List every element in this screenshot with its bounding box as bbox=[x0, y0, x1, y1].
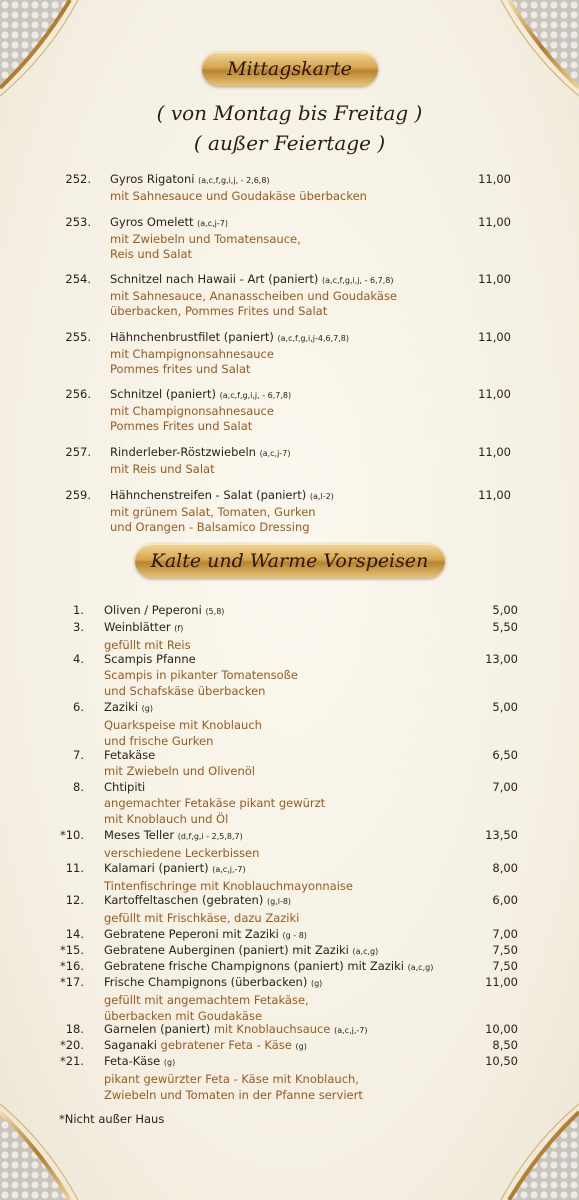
item-description-block bbox=[110, 215, 301, 261]
item-name: Gebratene Peperoni mit Zaziki bbox=[104, 927, 279, 941]
item-name: Scampis Pfanne bbox=[104, 652, 196, 666]
item-allergens: (g) bbox=[310, 979, 323, 988]
item-price: 11,00 bbox=[478, 172, 511, 186]
item-number: 256. bbox=[65, 387, 91, 401]
item-name: Gyros Rigatoni bbox=[110, 172, 195, 186]
item-name: Gebratene frische Champignons (paniert) mit Zaziki bbox=[104, 959, 404, 973]
item-number: 14. bbox=[65, 927, 84, 941]
item-allergens: (a,c,f,g,i,j, - 6,7,8) bbox=[219, 391, 292, 400]
item-allergens: (g - 8) bbox=[282, 931, 307, 940]
item-name: Saganaki bbox=[104, 1038, 157, 1052]
item-price: 7,50 bbox=[492, 959, 518, 973]
item-price: 11,00 bbox=[478, 445, 511, 459]
item-description-block bbox=[110, 488, 334, 534]
item-price: 11,00 bbox=[485, 975, 518, 989]
item-number: 259. bbox=[65, 488, 91, 502]
item-description-line: und Orangen - Balsamico Dressing bbox=[110, 519, 310, 534]
item-number: 12. bbox=[65, 893, 84, 907]
starters-banner bbox=[135, 544, 445, 578]
item-name: Hähnchenbrustfilet (paniert) bbox=[110, 330, 274, 344]
item-name: Kartoffeltaschen (gebraten) bbox=[104, 893, 264, 907]
item-description-block bbox=[104, 860, 353, 894]
item-description-line: gefüllt mit Frischkäse, dazu Zaziki bbox=[104, 911, 300, 926]
item-allergens: (a,c,f,g,i,j, - 2,6,8) bbox=[198, 176, 270, 185]
item-description-line: verschiedene Leckerbissen bbox=[104, 846, 260, 861]
item-description-block bbox=[104, 651, 298, 699]
item-allergens: (5,8) bbox=[205, 607, 225, 616]
item-description-block bbox=[110, 272, 397, 318]
item-number: 252. bbox=[65, 172, 91, 186]
item-number: 255. bbox=[65, 330, 91, 344]
starters-banner-title: Kalte und Warme Vorspeisen bbox=[150, 550, 429, 572]
lunch-banner-title: Mittagskarte bbox=[227, 58, 352, 80]
item-description-line: Quarkspeise mit Knoblauch bbox=[104, 718, 262, 733]
item-price: 8,50 bbox=[492, 1038, 518, 1052]
item-description-block bbox=[110, 387, 291, 433]
item-description-block bbox=[104, 699, 262, 749]
corner-ornament-top-left bbox=[0, 0, 150, 110]
item-price: 6,00 bbox=[492, 893, 518, 907]
item-description-line: gefüllt mit Reis bbox=[104, 638, 191, 653]
item-number: *10. bbox=[59, 828, 84, 842]
item-name: Oliven / Peperoni bbox=[104, 603, 202, 617]
item-name: Feta-Käse bbox=[104, 1054, 161, 1068]
item-description-line: mit Champignonsahnesauce bbox=[110, 346, 274, 361]
footnote: *Nicht außer Haus bbox=[59, 1112, 165, 1126]
item-price: 11,00 bbox=[478, 330, 511, 344]
item-description-line: mit Champignonsahnesauce bbox=[110, 403, 274, 418]
item-description-line: mit Sahnesauce und Goudakäse überbacken bbox=[110, 188, 367, 203]
item-number: *21. bbox=[59, 1054, 84, 1068]
item-description-line: mit Sahnesauce, Ananasscheiben und Goudakäse bbox=[110, 288, 398, 303]
item-description-line: gefüllt mit angemachtem Fetakäse, bbox=[104, 993, 309, 1008]
item-price: 7,50 bbox=[492, 943, 518, 957]
corner-ornament-bottom-right bbox=[429, 1090, 579, 1200]
item-price: 7,00 bbox=[492, 927, 518, 941]
item-allergens: (d,f,g,i - 2,5,8,7) bbox=[177, 832, 243, 841]
item-description-line: Zwiebeln und Tomaten in der Pfanne serviert bbox=[104, 1088, 363, 1103]
item-number: 4. bbox=[73, 652, 84, 666]
item-allergens: (g) bbox=[295, 1042, 307, 1051]
item-number: 18. bbox=[65, 1022, 84, 1036]
item-price: 11,00 bbox=[478, 488, 511, 502]
item-price: 5,00 bbox=[492, 700, 518, 714]
item-name: Garnelen (paniert) bbox=[104, 1022, 211, 1036]
item-name: Meses Teller bbox=[104, 828, 175, 842]
item-description-line: mit Reis und Salat bbox=[110, 461, 215, 476]
item-price: 10,00 bbox=[485, 1022, 518, 1036]
item-price: 13,50 bbox=[485, 828, 518, 842]
item-number: 8. bbox=[73, 780, 84, 794]
item-description-line: Pommes Frites und Salat bbox=[110, 418, 253, 433]
item-description-block bbox=[104, 827, 259, 861]
item-price: 13,00 bbox=[485, 652, 518, 666]
item-price: 6,50 bbox=[492, 748, 518, 762]
item-number: *15. bbox=[59, 943, 84, 957]
item-allergens: (a,l-2) bbox=[309, 492, 334, 501]
item-price: 11,00 bbox=[478, 387, 511, 401]
item-description-line: pikant gewürzter Feta - Käse mit Knoblauch, bbox=[104, 1072, 359, 1087]
item-description-line: mit Zwiebeln und Olivenöl bbox=[104, 764, 256, 779]
item-number: *17. bbox=[59, 975, 84, 989]
item-number: 3. bbox=[73, 620, 84, 634]
item-description-block bbox=[104, 1053, 363, 1103]
item-number: 6. bbox=[73, 700, 84, 714]
item-description-block bbox=[104, 892, 299, 926]
lunch-subtitle-days: ( von Montag bis Freitag ) bbox=[156, 101, 423, 125]
item-description-line: Scampis in pikanter Tomatensoße bbox=[104, 668, 298, 683]
lunch-subtitle-holidays: ( außer Feiertage ) bbox=[193, 131, 386, 155]
item-allergens: (g,l-8) bbox=[266, 897, 292, 906]
item-number: 254. bbox=[65, 272, 91, 286]
item-number: *16. bbox=[59, 959, 84, 973]
item-name: Hähnchenstreifen - Salat (paniert) bbox=[110, 488, 307, 502]
item-allergens: (a,c,g) bbox=[352, 947, 379, 956]
item-description-block bbox=[110, 445, 290, 477]
item-description-block bbox=[104, 602, 224, 620]
item-description-block bbox=[104, 619, 191, 653]
item-number: 11. bbox=[65, 861, 84, 875]
item-name: Rinderleber-Röstzwiebeln bbox=[110, 445, 256, 459]
item-allergens: (a,c,f,g,i,j, - 6,7,8) bbox=[322, 276, 394, 285]
item-price: 8,00 bbox=[492, 861, 518, 875]
item-inline-note: mit Knoblauchsauce bbox=[213, 1022, 331, 1036]
corner-ornament-top-right bbox=[429, 0, 579, 110]
item-number: 7. bbox=[73, 748, 84, 762]
item-name: Schnitzel nach Hawaii - Art (paniert) bbox=[110, 272, 319, 286]
item-description-line: mit Zwiebeln und Tomatensauce, bbox=[110, 231, 301, 246]
item-allergens: (a,c,f,g,i,j-4,6,7,8) bbox=[277, 334, 349, 343]
item-description-block bbox=[104, 779, 325, 827]
item-description-block bbox=[110, 330, 349, 376]
item-name: Weinblätter bbox=[104, 620, 171, 634]
item-price: 11,00 bbox=[478, 272, 511, 286]
item-allergens: (a,c,j,-7) bbox=[212, 865, 246, 874]
item-number: *20. bbox=[59, 1038, 84, 1052]
item-description-line: mit grünem Salat, Tomaten, Gurken bbox=[110, 504, 316, 519]
item-description-line: und frische Gurken bbox=[104, 734, 214, 749]
item-description-block bbox=[110, 172, 367, 204]
item-allergens: (a,c,g) bbox=[407, 963, 434, 972]
item-allergens: (f) bbox=[174, 624, 184, 633]
item-description-line: überbacken, Pommes Frites und Salat bbox=[110, 303, 328, 318]
item-allergens: (a,c,j-7) bbox=[259, 449, 291, 458]
item-number: 253. bbox=[65, 215, 91, 229]
item-description-line: mit Knoblauch und Öl bbox=[104, 812, 229, 827]
item-inline-note: gebratener Feta - Käse bbox=[160, 1038, 292, 1052]
item-price: 7,00 bbox=[492, 780, 518, 794]
corner-ornament-bottom-left bbox=[0, 1090, 150, 1200]
item-description-block bbox=[104, 974, 322, 1024]
item-description-line: Reis und Salat bbox=[110, 246, 193, 261]
item-description-line: Tintenfischringe mit Knoblauchmayonnaise bbox=[104, 879, 353, 894]
item-description-line: Pommes frites und Salat bbox=[110, 361, 251, 376]
item-name: Gyros Omelett bbox=[110, 215, 194, 229]
item-name: Kalamari (paniert) bbox=[104, 861, 209, 875]
item-price: 5,00 bbox=[492, 603, 518, 617]
item-description-block bbox=[104, 747, 255, 779]
item-name: Chtipiti bbox=[104, 780, 146, 794]
item-name: Schnitzel (paniert) bbox=[110, 387, 216, 401]
item-name: Frische Champignons (überbacken) bbox=[104, 975, 308, 989]
item-description-line: und Schafskäse überbacken bbox=[104, 684, 266, 699]
item-allergens: (g) bbox=[141, 704, 153, 713]
item-name: Gebratene Auberginen (paniert) mit Zaziki bbox=[104, 943, 349, 957]
item-price: 10,50 bbox=[485, 1054, 518, 1068]
item-price: 5,50 bbox=[492, 620, 518, 634]
item-number: 257. bbox=[65, 445, 91, 459]
item-description-line: überbacken mit Goudakäse bbox=[104, 1009, 263, 1024]
lunch-banner bbox=[202, 52, 378, 86]
item-name: Zaziki bbox=[104, 700, 139, 714]
item-allergens: (a,c,j,-7) bbox=[334, 1026, 368, 1035]
item-description-line: angemachter Fetakäse pikant gewürzt bbox=[104, 796, 326, 811]
item-price: 11,00 bbox=[478, 215, 511, 229]
item-number: 1. bbox=[73, 603, 84, 617]
item-name: Fetakäse bbox=[104, 748, 156, 762]
item-allergens: (a,c,j-7) bbox=[197, 219, 228, 228]
item-allergens: (g) bbox=[163, 1058, 176, 1067]
